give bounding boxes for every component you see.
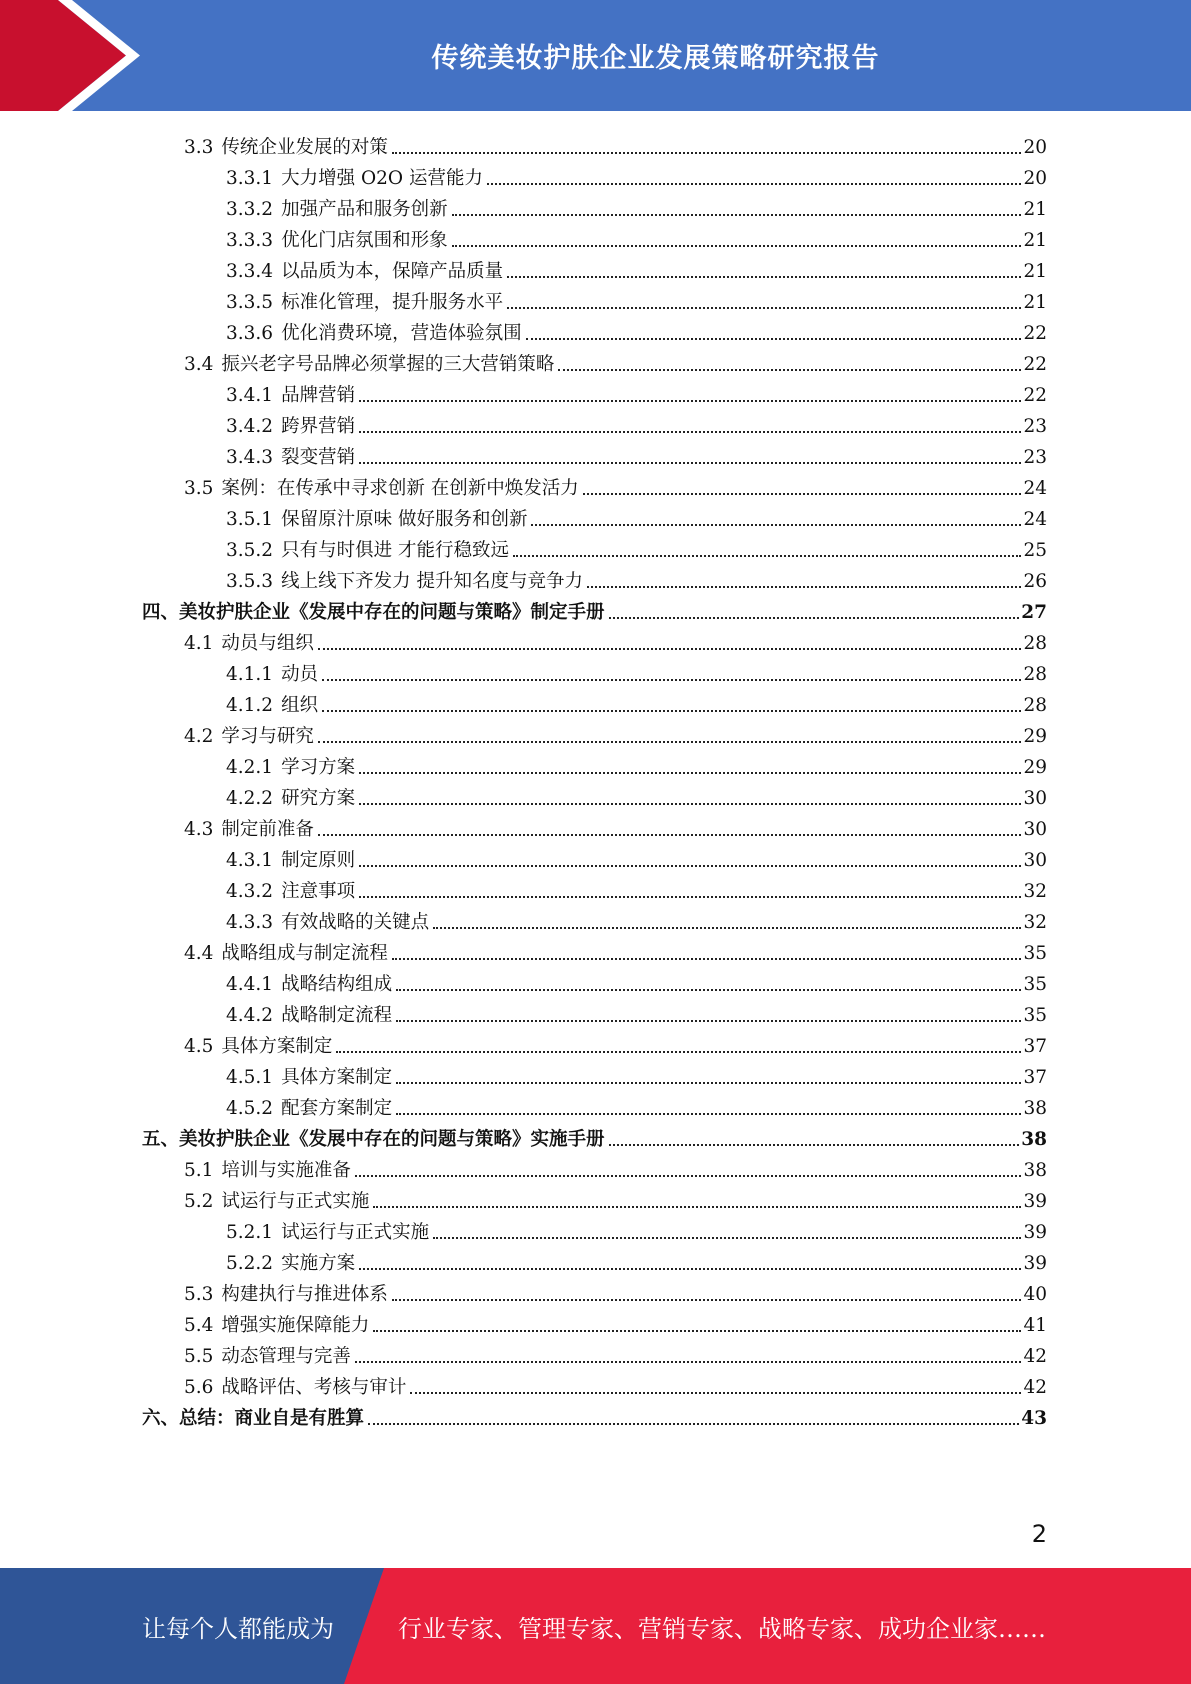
toc-entry-title: 试运行与正式实施 <box>221 1191 370 1212</box>
toc-entry-title: 学习与研究 <box>221 726 314 747</box>
toc-entry[interactable] <box>184 1306 1047 1337</box>
toc-entry-title: 保留原汁原味 做好服务和创新 <box>281 509 528 530</box>
toc-entry-title: 动态管理与完善 <box>221 1346 351 1367</box>
toc-entry[interactable] <box>226 221 1047 252</box>
toc-entry-title: 案例：在传承中寻求创新 在创新中焕发活力 <box>221 478 579 499</box>
toc-entry-page: 38 <box>1023 1098 1047 1119</box>
toc-entry-page: 28 <box>1023 695 1047 716</box>
toc-entry-number: 4.1.1 <box>226 664 274 685</box>
toc-leader-dots <box>396 1020 1021 1022</box>
toc-entry-page: 25 <box>1023 540 1047 561</box>
toc-leader-dots <box>507 307 1021 309</box>
toc-leader-dots <box>322 679 1021 681</box>
toc-entry-number: 4.2.2 <box>226 788 274 809</box>
toc-entry-title: 配套方案制定 <box>281 1098 393 1119</box>
toc-entry[interactable] <box>226 872 1047 903</box>
toc-entry-title: 制定原则 <box>281 850 356 871</box>
toc-entry-page: 21 <box>1023 261 1047 282</box>
toc-entry[interactable] <box>184 717 1047 748</box>
toc-entry[interactable] <box>226 1213 1047 1244</box>
toc-entry-title: 动员 <box>281 664 319 685</box>
toc-leader-dots <box>392 152 1022 154</box>
toc-entry-number: 3.5 <box>184 478 214 499</box>
toc-entry-title: 构建执行与推进体系 <box>221 1284 388 1305</box>
toc-entry-number: 3.3.4 <box>226 261 274 282</box>
toc-entry-page: 28 <box>1023 664 1047 685</box>
toc-entry[interactable] <box>226 1089 1047 1120</box>
toc-entry-number: 4.3.2 <box>226 881 274 902</box>
toc-entry-page: 26 <box>1023 571 1047 592</box>
toc-entry[interactable] <box>226 438 1047 469</box>
toc-entry-page: 38 <box>1021 1129 1047 1150</box>
toc-entry-page: 20 <box>1023 168 1047 189</box>
toc-leader-dots <box>368 1423 1019 1425</box>
toc-leader-dots <box>336 1051 1021 1053</box>
toc-entry[interactable] <box>226 1244 1047 1275</box>
toc-leader-dots <box>359 803 1021 805</box>
toc-leader-dots <box>558 369 1021 371</box>
toc-entry-page: 42 <box>1023 1377 1047 1398</box>
toc-entry-title: 优化消费环境，营造体验氛围 <box>281 323 522 344</box>
toc-entry-page: 30 <box>1023 819 1047 840</box>
toc-leader-dots <box>410 1392 1021 1394</box>
toc-entry[interactable] <box>142 1399 1047 1430</box>
toc-leader-dots <box>359 772 1021 774</box>
toc-entry-number: 4.4.2 <box>226 1005 274 1026</box>
toc-entry-page: 30 <box>1023 788 1047 809</box>
toc-entry-title: 有效战略的关键点 <box>281 912 430 933</box>
toc-entry[interactable] <box>226 965 1047 996</box>
toc-entry-title: 战略评估、考核与审计 <box>221 1377 407 1398</box>
toc-entry[interactable] <box>184 810 1047 841</box>
toc-entry-title: 注意事项 <box>281 881 356 902</box>
toc-entry-page: 35 <box>1023 1005 1047 1026</box>
toc-leader-dots <box>587 586 1021 588</box>
toc-entry-title: 培训与实施准备 <box>221 1160 351 1181</box>
page-footer <box>0 1568 1191 1684</box>
toc-entry[interactable] <box>184 1151 1047 1182</box>
toc-entry[interactable] <box>142 1120 1047 1151</box>
toc-entry-number: 3.3.6 <box>226 323 274 344</box>
toc-entry-page: 37 <box>1023 1067 1047 1088</box>
toc-entry-page: 28 <box>1023 633 1047 654</box>
toc-entry-page: 37 <box>1023 1036 1047 1057</box>
toc-entry-title: 振兴老字号品牌必须掌握的三大营销策略 <box>221 354 555 375</box>
toc-entry-title: 品牌营销 <box>281 385 356 406</box>
toc-leader-dots <box>318 648 1022 650</box>
toc-entry-number: 3.5.3 <box>226 571 274 592</box>
toc-leader-dots <box>526 338 1022 340</box>
toc-leader-dots <box>359 1268 1021 1270</box>
toc-leader-dots <box>373 1206 1021 1208</box>
page-number: 2 <box>1031 1520 1047 1548</box>
toc-leader-dots <box>318 741 1022 743</box>
toc-leader-dots <box>487 183 1022 185</box>
toc-entry-number: 4.5 <box>184 1036 214 1057</box>
toc-entry-number: 3.4.1 <box>226 385 274 406</box>
toc-entry[interactable] <box>226 252 1047 283</box>
toc-entry[interactable] <box>226 190 1047 221</box>
toc-entry[interactable] <box>184 624 1047 655</box>
toc-entry-number: 4.4.1 <box>226 974 274 995</box>
toc-entry[interactable] <box>184 345 1047 376</box>
toc-leader-dots <box>392 958 1022 960</box>
toc-entry-page: 22 <box>1023 354 1047 375</box>
toc-entry-page: 23 <box>1023 447 1047 468</box>
toc-entry-title: 具体方案制定 <box>221 1036 333 1057</box>
toc-entry-page: 22 <box>1023 323 1047 344</box>
toc-leader-dots <box>396 1082 1021 1084</box>
toc-entry-number: 4.2.1 <box>226 757 274 778</box>
toc-entry-title: 具体方案制定 <box>281 1067 393 1088</box>
toc-entry[interactable] <box>226 500 1047 531</box>
toc-entry-number: 5.3 <box>184 1284 214 1305</box>
toc-entry-page: 30 <box>1023 850 1047 871</box>
toc-entry-title: 增强实施保障能力 <box>221 1315 370 1336</box>
toc-entry-page: 22 <box>1023 385 1047 406</box>
toc-leader-dots <box>609 1144 1020 1146</box>
toc-entry-number: 3.3.5 <box>226 292 274 313</box>
toc-leader-dots <box>531 524 1021 526</box>
toc-entry-title: 传统企业发展的对策 <box>221 137 388 158</box>
toc-entry-title: 战略结构组成 <box>281 974 393 995</box>
toc-entry[interactable] <box>226 314 1047 345</box>
toc-entry-page: 21 <box>1023 199 1047 220</box>
toc-entry-number: 3.3.3 <box>226 230 274 251</box>
toc-leader-dots <box>373 1330 1021 1332</box>
toc-leader-dots <box>359 896 1021 898</box>
toc-entry-number: 3.3.1 <box>226 168 274 189</box>
toc-entry-number: 4.5.2 <box>226 1098 274 1119</box>
toc-entry-number: 5.5 <box>184 1346 214 1367</box>
toc-entry-page: 21 <box>1023 292 1047 313</box>
toc-entry-title: 组织 <box>281 695 319 716</box>
toc-entry-title: 五、美妆护肤企业《发展中存在的问题与策略》实施手册 <box>142 1129 605 1150</box>
toc-leader-dots <box>355 1361 1022 1363</box>
toc-entry-number: 4.5.1 <box>226 1067 274 1088</box>
toc-leader-dots <box>507 276 1021 278</box>
toc-entry-number: 5.6 <box>184 1377 214 1398</box>
toc-entry-number: 3.3.2 <box>226 199 274 220</box>
toc-entry-page: 39 <box>1023 1191 1047 1212</box>
toc-entry-number: 4.1.2 <box>226 695 274 716</box>
toc-leader-dots <box>318 834 1022 836</box>
toc-entry-number: 3.4 <box>184 354 214 375</box>
toc-entry-number: 3.4.2 <box>226 416 274 437</box>
toc-entry-page: 29 <box>1023 726 1047 747</box>
toc-entry-title: 四、美妆护肤企业《发展中存在的问题与策略》制定手册 <box>142 602 605 623</box>
toc-entry-title: 六、总结：商业自是有胜算 <box>142 1408 365 1429</box>
toc-entry-title: 动员与组织 <box>221 633 314 654</box>
page-title: 传统美妆护肤企业发展策略研究报告 <box>431 43 880 74</box>
toc-entry-number: 3.5.2 <box>226 540 274 561</box>
page-header <box>0 0 1191 111</box>
toc-entry-title: 以品质为本，保障产品质量 <box>281 261 504 282</box>
toc-entry-page: 21 <box>1023 230 1047 251</box>
toc-entry[interactable] <box>226 655 1047 686</box>
toc-leader-dots <box>355 1175 1022 1177</box>
toc-leader-dots <box>396 989 1021 991</box>
toc-entry-title: 研究方案 <box>281 788 356 809</box>
toc-leader-dots <box>433 1237 1021 1239</box>
toc-entry-number: 5.4 <box>184 1315 214 1336</box>
toc-entry[interactable] <box>184 1368 1047 1399</box>
toc-entry-page: 32 <box>1023 912 1047 933</box>
toc-entry[interactable] <box>226 686 1047 717</box>
chevron-icon <box>0 0 160 111</box>
toc-leader-dots <box>359 400 1021 402</box>
toc-entry-page: 38 <box>1023 1160 1047 1181</box>
toc-entry-title: 战略组成与制定流程 <box>221 943 388 964</box>
toc-entry[interactable] <box>226 996 1047 1027</box>
toc-entry-page: 39 <box>1023 1222 1047 1243</box>
toc-entry-page: 39 <box>1023 1253 1047 1274</box>
toc-entry-title: 标准化管理，提升服务水平 <box>281 292 504 313</box>
toc-entry-number: 3.3 <box>184 137 214 158</box>
toc-entry[interactable] <box>226 748 1047 779</box>
toc-entry-number: 4.3.1 <box>226 850 274 871</box>
toc-entry-title: 裂变营销 <box>281 447 356 468</box>
toc-entry-page: 29 <box>1023 757 1047 778</box>
toc-entry-page: 35 <box>1023 974 1047 995</box>
toc-leader-dots <box>359 431 1021 433</box>
toc-entry-number: 4.3 <box>184 819 214 840</box>
toc-entry-page: 20 <box>1023 137 1047 158</box>
toc-entry-title: 实施方案 <box>281 1253 356 1274</box>
toc-entry[interactable] <box>226 562 1047 593</box>
toc-entry-title: 制定前准备 <box>221 819 314 840</box>
footer-slogan-left: 让每个人都能成为 <box>142 1614 334 1643</box>
toc-entry-title: 大力增强 O2O 运营能力 <box>281 168 483 189</box>
toc-entry-page: 43 <box>1021 1408 1047 1429</box>
toc-entry[interactable] <box>226 283 1047 314</box>
toc-entry[interactable] <box>142 593 1047 624</box>
toc-leader-dots <box>513 555 1021 557</box>
toc-entry-number: 5.2 <box>184 1191 214 1212</box>
toc-entry[interactable] <box>184 469 1047 500</box>
toc-leader-dots <box>433 927 1021 929</box>
toc-leader-dots <box>322 710 1021 712</box>
toc-leader-dots <box>392 1299 1022 1301</box>
toc-entry-page: 24 <box>1023 478 1047 499</box>
toc-entry-page: 32 <box>1023 881 1047 902</box>
toc-entry[interactable] <box>226 531 1047 562</box>
toc-leader-dots <box>609 617 1020 619</box>
toc-entry-number: 5.2.2 <box>226 1253 274 1274</box>
toc-entry-page: 42 <box>1023 1346 1047 1367</box>
toc-entry-title: 学习方案 <box>281 757 356 778</box>
toc-entry-title: 跨界营销 <box>281 416 356 437</box>
toc-leader-dots <box>396 1113 1021 1115</box>
toc-entry[interactable] <box>226 1058 1047 1089</box>
toc-entry-title: 试运行与正式实施 <box>281 1222 430 1243</box>
toc-entry-number: 3.4.3 <box>226 447 274 468</box>
toc-entry-number: 4.2 <box>184 726 214 747</box>
toc-leader-dots <box>452 245 1022 247</box>
toc-leader-dots <box>583 493 1022 495</box>
toc-entry-number: 4.1 <box>184 633 214 654</box>
toc-entry-page: 24 <box>1023 509 1047 530</box>
footer-slogan-right: 行业专家、管理专家、营销专家、战略专家、成功企业家…… <box>398 1614 1046 1643</box>
toc-entry-page: 27 <box>1021 602 1047 623</box>
toc-entry-title: 优化门店氛围和形象 <box>281 230 448 251</box>
toc-entry-page: 40 <box>1023 1284 1047 1305</box>
toc-entry[interactable] <box>184 1337 1047 1368</box>
toc-entry-number: 3.5.1 <box>226 509 274 530</box>
toc-entry-page: 23 <box>1023 416 1047 437</box>
toc-entry-number: 4.4 <box>184 943 214 964</box>
toc-entry-number: 5.2.1 <box>226 1222 274 1243</box>
toc-entry-title: 只有与时俱进 才能行稳致远 <box>281 540 509 561</box>
toc-entry[interactable] <box>226 903 1047 934</box>
toc-entry[interactable] <box>184 128 1047 159</box>
toc-entry[interactable] <box>184 1182 1047 1213</box>
toc-entry[interactable] <box>184 1027 1047 1058</box>
toc-entry-page: 35 <box>1023 943 1047 964</box>
toc-entry[interactable] <box>226 407 1047 438</box>
toc-entry[interactable] <box>226 779 1047 810</box>
toc-leader-dots <box>452 214 1022 216</box>
toc-entry-number: 4.3.3 <box>226 912 274 933</box>
toc-leader-dots <box>359 865 1021 867</box>
toc-entry-title: 线上线下齐发力 提升知名度与竞争力 <box>281 571 583 592</box>
toc-entry-title: 战略制定流程 <box>281 1005 393 1026</box>
toc-entry[interactable] <box>226 159 1047 190</box>
toc-entry[interactable] <box>184 934 1047 965</box>
toc-entry[interactable] <box>226 841 1047 872</box>
toc-entry[interactable] <box>226 376 1047 407</box>
toc-entry-title: 加强产品和服务创新 <box>281 199 448 220</box>
toc-entry-number: 5.1 <box>184 1160 214 1181</box>
toc-entry-page: 41 <box>1023 1315 1047 1336</box>
toc-leader-dots <box>359 462 1021 464</box>
toc-entry[interactable] <box>184 1275 1047 1306</box>
